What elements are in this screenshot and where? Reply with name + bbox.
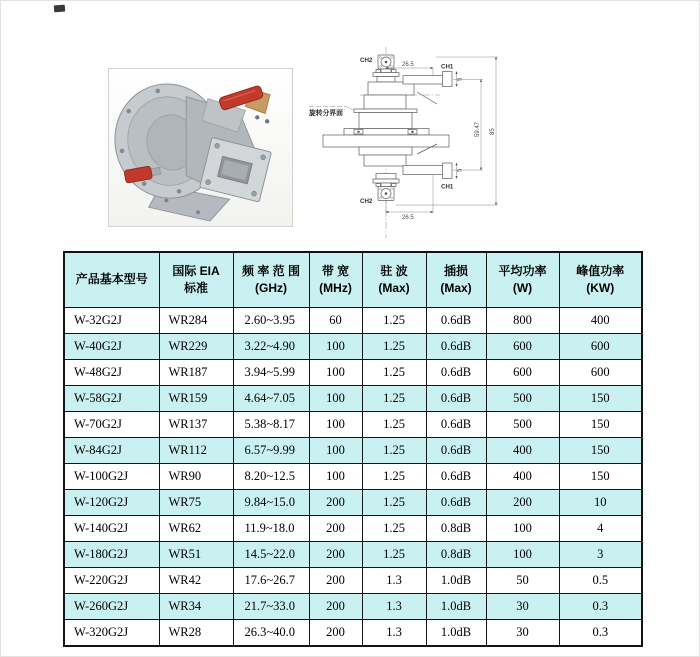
table-cell: 800 (486, 308, 559, 334)
spec-table-header (64, 252, 642, 308)
dim-offset-bottom: 5 (457, 168, 464, 172)
main-flange-disc (323, 135, 449, 147)
table-cell: 0.6dB (426, 360, 486, 386)
ch2-top-label: CH2 (360, 57, 373, 64)
table-cell: WR187 (159, 360, 233, 386)
table-cell: 0.8dB (426, 516, 486, 542)
table-cell: 200 (309, 594, 362, 620)
table-cell: WR159 (159, 386, 233, 412)
table-cell: 600 (559, 360, 642, 386)
waveguide-arm-bottom (403, 166, 443, 175)
table-cell: 600 (486, 334, 559, 360)
table-cell: 400 (486, 464, 559, 490)
table-cell: 0.6dB (426, 438, 486, 464)
table-cell: 1.3 (362, 594, 426, 620)
table-cell: 3.94~5.99 (233, 360, 309, 386)
table-cell: 26.3~40.0 (233, 620, 309, 647)
table-cell: 4.64~7.05 (233, 386, 309, 412)
coax-connector-top (376, 55, 396, 73)
spec-table (63, 251, 643, 647)
table-cell: 30 (486, 620, 559, 647)
table-row (64, 516, 642, 542)
table-cell: 0.3 (559, 594, 642, 620)
table-cell: WR28 (159, 620, 233, 647)
table-cell: 0.6dB (426, 308, 486, 334)
table-cell: 3.22~4.90 (233, 334, 309, 360)
table-cell: 8.20~12.5 (233, 464, 309, 490)
outline-drawing-svg (296, 41, 511, 243)
table-row (64, 542, 642, 568)
table-cell: 2.60~3.95 (233, 308, 309, 334)
table-cell: 1.0dB (426, 568, 486, 594)
table-cell: 1.25 (362, 438, 426, 464)
table-row (64, 412, 642, 438)
table-cell: 0.3 (559, 620, 642, 647)
ch1-bottom-label: CH1 (441, 183, 454, 191)
table-row (64, 438, 642, 464)
rotation-plane-label: 旋转分界面 (309, 110, 343, 117)
column-header-peak-power: 峰值功率 (KW) (559, 252, 642, 308)
table-cell: W-84G2J (64, 438, 159, 464)
table-cell: 100 (309, 386, 362, 412)
table-cell: 50 (486, 568, 559, 594)
table-cell: 1.25 (362, 490, 426, 516)
spec-table-body (64, 308, 642, 647)
column-header-eia-standard: 国际 EIA 标准 (159, 252, 233, 308)
table-cell: 1.25 (362, 360, 426, 386)
table-cell: W-320G2J (64, 620, 159, 647)
table-cell: 400 (559, 308, 642, 334)
table-cell: 1.0dB (426, 620, 486, 647)
column-header-model: 产品基本型号 (64, 252, 159, 308)
table-cell: 0.6dB (426, 490, 486, 516)
table-cell: 1.25 (362, 308, 426, 334)
table-cell: 0.5 (559, 568, 642, 594)
table-cell: 1.25 (362, 334, 426, 360)
table-row (64, 568, 642, 594)
table-cell: 0.6dB (426, 334, 486, 360)
table-row (64, 360, 642, 386)
table-cell: 200 (309, 516, 362, 542)
table-cell: 200 (309, 620, 362, 647)
table-cell: W-140G2J (64, 516, 159, 542)
table-cell: 100 (309, 464, 362, 490)
table-cell: 200 (309, 542, 362, 568)
dim-offset-top: 5 (457, 77, 464, 81)
table-cell: WR112 (159, 438, 233, 464)
table-cell: 100 (486, 516, 559, 542)
rotary-joint-illustration (109, 69, 292, 226)
table-cell: WR51 (159, 542, 233, 568)
table-cell: 1.25 (362, 412, 426, 438)
table-cell: WR229 (159, 334, 233, 360)
ch2-bottom-label: CH2 (360, 198, 373, 205)
table-cell: 200 (309, 490, 362, 516)
table-cell: W-70G2J (64, 412, 159, 438)
table-cell: 11.9~18.0 (233, 516, 309, 542)
table-cell: 17.6~26.7 (233, 568, 309, 594)
table-cell: 100 (309, 438, 362, 464)
table-cell: W-48G2J (64, 360, 159, 386)
dim-height-overall: 85 (490, 128, 496, 135)
table-cell: 100 (309, 360, 362, 386)
table-cell: 100 (309, 334, 362, 360)
table-row (64, 620, 642, 647)
table-cell: 100 (309, 412, 362, 438)
table-cell: WR34 (159, 594, 233, 620)
table-row (64, 308, 642, 334)
technical-drawing (296, 41, 511, 243)
table-cell: 1.25 (362, 542, 426, 568)
table-cell: 400 (486, 438, 559, 464)
table-cell: W-58G2J (64, 386, 159, 412)
table-cell: 30 (486, 594, 559, 620)
table-cell: 0.6dB (426, 464, 486, 490)
table-cell: 150 (559, 386, 642, 412)
table-cell: 500 (486, 386, 559, 412)
waveguide-arm-top (403, 76, 443, 85)
coax-connector-bottom (376, 183, 396, 201)
dim-height-inner: 59.47 (475, 121, 481, 137)
table-cell: 1.3 (362, 568, 426, 594)
table-row (64, 594, 642, 620)
page-corner-mark (54, 5, 65, 13)
table-cell: W-260G2J (64, 594, 159, 620)
table-cell: 5.38~8.17 (233, 412, 309, 438)
table-cell: 0.6dB (426, 386, 486, 412)
table-cell: 3 (559, 542, 642, 568)
table-cell: 1.0dB (426, 594, 486, 620)
table-cell: 60 (309, 308, 362, 334)
product-photo (108, 68, 293, 227)
dim-bottom-26-5: 26.5 (402, 215, 414, 221)
table-cell: WR284 (159, 308, 233, 334)
table-row (64, 334, 642, 360)
table-cell: WR62 (159, 516, 233, 542)
table-cell: W-32G2J (64, 308, 159, 334)
table-cell: 100 (486, 542, 559, 568)
table-cell: 1.25 (362, 516, 426, 542)
table-cell: W-40G2J (64, 334, 159, 360)
table-row (64, 490, 642, 516)
column-header-bandwidth: 带 宽 (MHz) (309, 252, 362, 308)
ch1-flange-bottom (443, 163, 453, 179)
table-row (64, 386, 642, 412)
column-header-average-power: 平均功率 (W) (486, 252, 559, 308)
table-cell: W-100G2J (64, 464, 159, 490)
table-cell: WR42 (159, 568, 233, 594)
table-cell: 500 (486, 412, 559, 438)
table-cell: 0.6dB (426, 412, 486, 438)
table-cell: 21.7~33.0 (233, 594, 309, 620)
table-cell: 1.25 (362, 464, 426, 490)
column-header-insertion-loss: 插损 (Max) (426, 252, 486, 308)
table-cell: 600 (559, 334, 642, 360)
table-cell: W-180G2J (64, 542, 159, 568)
table-cell: WR75 (159, 490, 233, 516)
ch1-top-label: CH1 (441, 63, 454, 71)
table-cell: 200 (309, 568, 362, 594)
dim-top-26-5: 26.5 (402, 62, 414, 68)
table-cell: 14.5~22.0 (233, 542, 309, 568)
column-header-frequency-range: 频 率 范 围 (GHz) (233, 252, 309, 308)
table-cell: 200 (486, 490, 559, 516)
table-row (64, 464, 642, 490)
table-cell: 4 (559, 516, 642, 542)
table-cell: W-220G2J (64, 568, 159, 594)
table-cell: 150 (559, 464, 642, 490)
column-header-vswr: 驻 波 (Max) (362, 252, 426, 308)
table-cell: 10 (559, 490, 642, 516)
table-cell: 6.57~9.99 (233, 438, 309, 464)
table-cell: 0.8dB (426, 542, 486, 568)
table-cell: 150 (559, 438, 642, 464)
table-cell: 1.3 (362, 620, 426, 647)
table-cell: WR90 (159, 464, 233, 490)
table-cell: 9.84~15.0 (233, 490, 309, 516)
table-cell: WR137 (159, 412, 233, 438)
table-cell: 150 (559, 412, 642, 438)
table-cell: 1.25 (362, 386, 426, 412)
table-cell: 600 (486, 360, 559, 386)
table-cell: W-120G2J (64, 490, 159, 516)
ch1-flange-top (443, 72, 453, 87)
